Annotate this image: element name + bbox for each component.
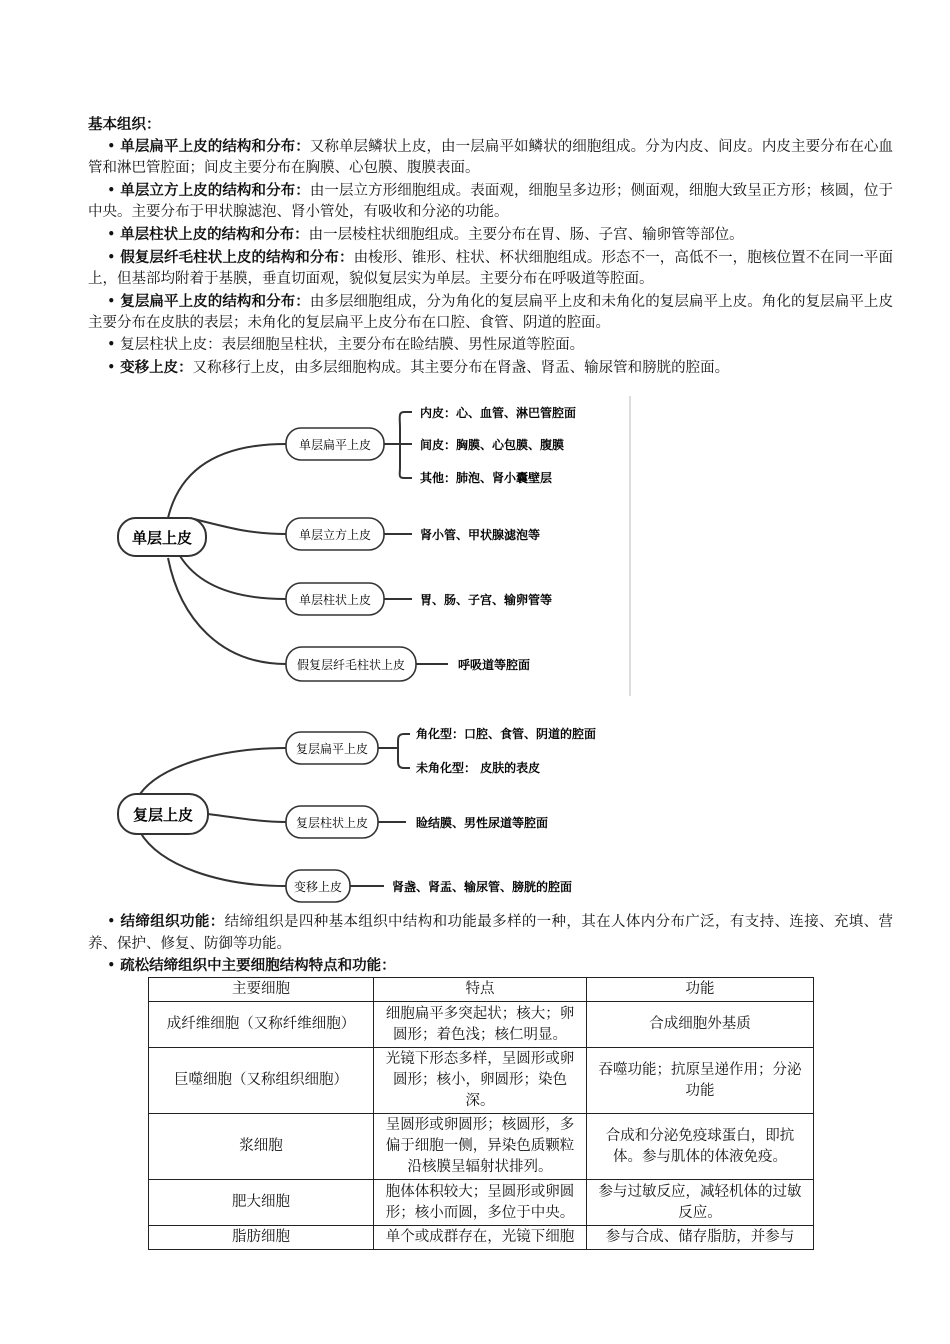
table-cell: 参与合成、储存脂肪，并参与 <box>587 1226 814 1250</box>
table-cell: 胞体体积较大；呈圆形或卵圆形；核小而圆，多位于中央。 <box>374 1180 587 1226</box>
section-heading: 基本组织： <box>88 116 161 133</box>
paragraph-simple-squamous: • 单层扁平上皮的结构和分布：又称单层鳞状上皮，由一层扁平如鳞状的细胞组成。分为内皮、间皮。内皮主要分布在心血管和淋巴管腔面；间皮主要分布在胸膜、心包膜、腹膜表面。 <box>88 137 893 177</box>
table-header: 特点 <box>374 978 587 1002</box>
leaf-label: 肾小管、甲状腺滤泡等 <box>420 528 541 542</box>
table-cell: 成纤维细胞（又称纤维细胞） <box>149 1002 374 1048</box>
table-cell: 巨噬细胞（又称组织细胞） <box>149 1048 374 1114</box>
table-row <box>149 1180 814 1226</box>
branch-label: 复层扁平上皮 <box>295 742 369 756</box>
leaf-label: 肾盏、肾盂、输尿管、膀胱的腔面 <box>392 880 573 894</box>
leaf-label: 睑结膜、男性尿道等腔面 <box>416 816 549 830</box>
table-row <box>149 1226 814 1250</box>
table-cell: 肥大细胞 <box>149 1180 374 1226</box>
table-cell: 合成细胞外基质 <box>587 1002 814 1048</box>
root-label: 复层上皮 <box>132 806 194 824</box>
table-row <box>149 1048 814 1114</box>
cell-table <box>148 977 814 1250</box>
branch-label: 假复层纤毛柱状上皮 <box>296 658 406 672</box>
branch-label: 单层立方上皮 <box>298 528 372 542</box>
mindmap-stratified-epithelium <box>100 706 640 911</box>
paragraph-simple-cuboidal: • 单层立方上皮的结构和分布：由一层立方形细胞组成。表面观，细胞呈多边形；侧面观，细胞大致呈正方形；核圆，位于中央。主要分布于甲状腺滤泡、肾小管处，有吸收和分泌的功能。 <box>88 181 893 221</box>
table-cell: 合成和分泌免疫球蛋白，即抗体。参与肌体的体液免疫。 <box>587 1114 814 1180</box>
table-header: 主要细胞 <box>149 978 374 1002</box>
paragraph-loose-connective: • 疏松结缔组织中主要细胞结构特点和功能： <box>107 957 396 975</box>
mindmap-simple-epithelium <box>100 388 640 698</box>
branch-label: 单层扁平上皮 <box>298 438 372 452</box>
table-row <box>149 1002 814 1048</box>
table-header: 功能 <box>587 978 814 1002</box>
root-label: 单层上皮 <box>131 529 193 547</box>
basic-tissue-section <box>88 114 893 379</box>
paragraph-connective-function: • 结缔组织功能：结缔组织是四种基本组织中结构和功能最多样的一种，其在人体内分布广泛，有支持、连接、充填、营养、保护、修复、防御等功能。 <box>88 913 894 952</box>
paragraph-stratified-columnar: • 复层柱状上皮：表层细胞呈柱状，主要分布在睑结膜、男性尿道等腔面。 <box>107 336 585 353</box>
leaf-label: 间皮：胸膜、心包膜、腹膜 <box>420 438 565 452</box>
table-cell: 细胞扁平多突起状；核大；卵圆形；着色浅；核仁明显。 <box>374 1002 587 1048</box>
paragraph-pseudostratified: • 假复层纤毛柱状上皮的结构和分布：由梭形、锥形、柱状、杯状细胞组成。形态不一，高低不一，胞核位置不在同一平面上，但基部均附着于基膜，垂直切面观，貌似复层实为单层。主要分布在呼吸道等腔面。 <box>88 248 893 288</box>
table-row <box>149 1114 814 1180</box>
branch-label: 变移上皮 <box>293 880 343 894</box>
leaf-label: 胃、肠、子宫、输卵管等 <box>420 593 553 607</box>
branch-label: 单层柱状上皮 <box>298 593 372 607</box>
table-cell: 单个或成群存在，光镜下细胞 <box>374 1226 587 1250</box>
branch-label: 复层柱状上皮 <box>295 816 369 830</box>
connective-tissue-section <box>88 911 893 978</box>
table-cell: 参与过敏反应，减轻机体的过敏反应。 <box>587 1180 814 1226</box>
leaf-label: 呼吸道等腔面 <box>458 658 531 672</box>
table-cell: 呈圆形或卵圆形；核圆形，多偏于细胞一侧，异染色质颗粒沿核膜呈辐射状排列。 <box>374 1114 587 1180</box>
table-cell: 浆细胞 <box>149 1114 374 1180</box>
table-header-row <box>149 978 814 1002</box>
table-cell: 脂肪细胞 <box>149 1226 374 1250</box>
table-cell: 吞噬功能；抗原呈递作用；分泌功能 <box>587 1048 814 1114</box>
paragraph-stratified-squamous: • 复层扁平上皮的结构和分布：由多层细胞组成，分为角化的复层扁平上皮和未角化的复层扁平上皮。角化的复层扁平上皮主要分布在皮肤的表层；未角化的复层扁平上皮分布在口腔、食管、阴道的腔面。 <box>88 292 893 332</box>
paragraph-simple-columnar: • 单层柱状上皮的结构和分布：由一层棱柱状细胞组成。主要分布在胃、肠、子宫、输卵管等部位。 <box>107 225 744 243</box>
leaf-label: 角化型：口腔、食管、阴道的腔面 <box>416 727 597 741</box>
leaf-label: 未角化型： 皮肤的表皮 <box>416 761 541 775</box>
paragraph-transitional: • 变移上皮：又称移行上皮，由多层细胞构成。其主要分布在肾盏、肾盂、输尿管和膀胱的腔面。 <box>107 358 730 376</box>
table-cell: 光镜下形态多样，呈圆形或卵圆形；核小，卵圆形；染色深。 <box>374 1048 587 1114</box>
leaf-label: 其他：肺泡、肾小囊壁层 <box>420 471 553 485</box>
leaf-label: 内皮：心、血管、淋巴管腔面 <box>420 406 577 420</box>
